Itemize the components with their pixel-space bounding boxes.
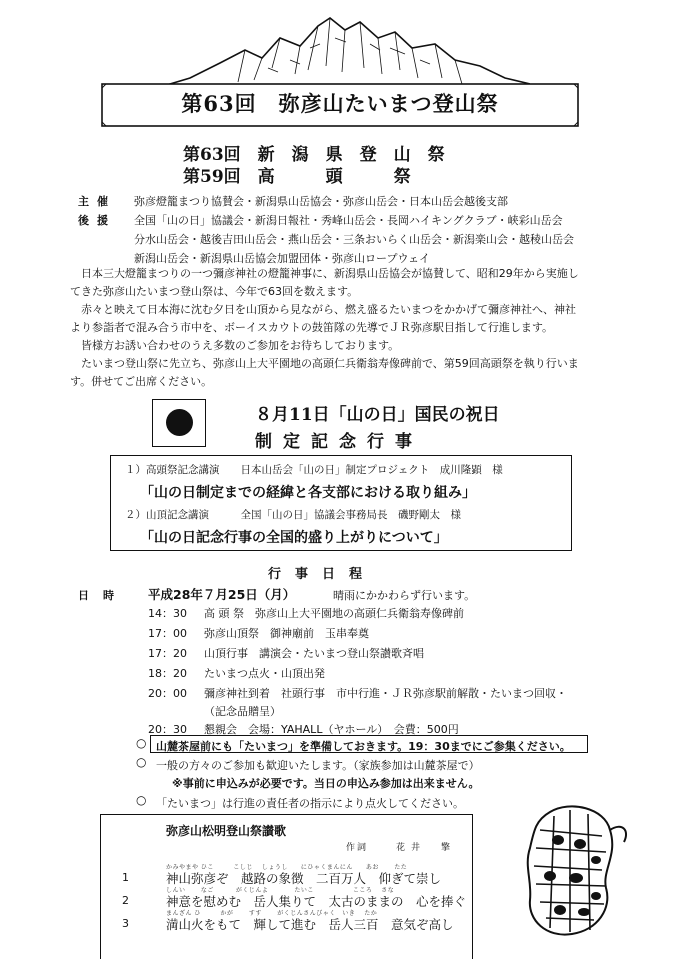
holiday-heading: ８月11日「山の日」国民の祝日 xyxy=(255,405,500,425)
sponsor-label: 主催 xyxy=(78,195,116,208)
song-author: 花井 擎 xyxy=(396,843,457,853)
support-line-3: 新潟山岳会・新潟県山岳協会加盟団体・弥彦山ロープウェイ xyxy=(134,252,431,265)
verse-number: 2 xyxy=(122,894,129,907)
bullet-circle-icon: ○ xyxy=(136,736,147,750)
subtitle-takato-festival: 第59回 高 頭 祭 xyxy=(183,167,411,187)
song-credit-label: 作詞 xyxy=(346,843,369,853)
schedule-item: 懇親会 会場：YAHALL（ヤホール） 会費：500円 xyxy=(204,723,459,736)
verse-ruby: しんい なご がくじんよ たいこ こころ さな xyxy=(166,887,395,894)
verse-line: 満山火をもて 輝して進む 岳人三百 意気ぞ高し xyxy=(166,917,454,932)
event-date: 平成28年７月25日（月） xyxy=(148,587,296,602)
lecture-1-title: 「山の日制定までの経緯と各支部における取り組み」 xyxy=(140,485,476,501)
lecture-2-title: 「山の日記念行事の全国的盛り上がりについて」 xyxy=(140,530,448,546)
schedule-time: 17：00 xyxy=(148,627,187,640)
schedule-item: 彌彦神社到着 社頭行事 市中行進・ＪＲ弥彦駅前解散・たいまつ回収・ xyxy=(204,687,567,700)
date-note: 晴雨にかかわらず行います。 xyxy=(333,589,476,602)
lecture-2-header: ２）山頂記念講演 全国「山の日」協議会事務局長 磯野剛太 様 xyxy=(125,509,461,521)
intro-line: たいまつ登山祭に先立ち、弥彦山上大平園地の高頭仁兵衛翁寿像碑前で、第59回高頭祭を執り行いま xyxy=(81,357,579,370)
support-label: 後援 xyxy=(78,214,116,227)
bullet-circle-icon: ○ xyxy=(136,793,147,807)
note-registration: ※事前に申込みが必要です。当日の申込み参加は出来ません。 xyxy=(172,777,480,790)
page-title: 第63回 弥彦山たいまつ登山祭 xyxy=(181,91,499,116)
intro-line: 日本三大燈籠まつりの一つ彌彦神社の燈籠神事に、新潟県山岳協会が協賛して、昭和29年から実施し xyxy=(81,267,579,280)
schedule-item: 高 頭 祭 弥彦山上大平園地の高頭仁兵衛翁寿像碑前 xyxy=(204,607,464,620)
lecture-1-header: １）高頭祭記念講演 日本山岳会「山の日」制定プロジェクト 成川隆顕 様 xyxy=(125,464,503,476)
verse-line: 神意を慰めむ 岳人集りて 太古のままの 心を捧ぐ xyxy=(166,894,467,909)
schedule-item: 弥彦山頂祭 御神廟前 玉串奉奠 xyxy=(204,627,369,640)
intro-line: 赤々と映えて日本海に沈む夕日を山頂から見ながら、燃え盛るたいまつをかかげて彌彦神社へ、神社 xyxy=(81,303,576,316)
holiday-subheading: 制定記念行事 xyxy=(255,432,423,452)
verse-number: 1 xyxy=(122,871,129,884)
sponsor-text: 弥彦燈籠まつり協賛会・新潟県山岳協会・弥彦山岳会・日本山岳会越後支部 xyxy=(134,195,508,208)
subtitle-niigata-festival: 第63回 新 潟 県 登 山 祭 xyxy=(183,145,445,165)
verse-ruby: かみやまや ひこ こしじ しょうし にひゃくまんにん あお たた xyxy=(166,864,408,871)
verse-number: 3 xyxy=(122,917,129,930)
note-torch-preparation: 山麓茶屋前にも「たいまつ」を準備しておきます。19：30までにご参集ください。 xyxy=(156,740,571,753)
support-line-1: 全国「山の日」協議会・新潟日報社・秀峰山岳会・長岡ハイキングクラブ・峡彩山岳会 xyxy=(134,214,563,227)
straw-sandal-illustration xyxy=(510,800,635,940)
support-line-2: 分水山岳会・越後吉田山岳会・燕山岳会・三条おいらく山岳会・新潟楽山会・越稜山岳会 xyxy=(134,233,574,246)
bullet-circle-icon: ○ xyxy=(136,755,147,769)
schedule-time: 14：30 xyxy=(148,607,187,620)
schedule-time: 20：30 xyxy=(148,723,187,736)
date-label: 日時 xyxy=(78,589,128,602)
schedule-time: 17：20 xyxy=(148,647,187,660)
schedule-time: 18：20 xyxy=(148,667,187,680)
schedule-item: 山頂行事 講演会・たいまつ登山祭讃歌斉唱 xyxy=(204,647,424,660)
schedule-item: （記念品贈呈） xyxy=(204,705,281,718)
schedule-time: 20：00 xyxy=(148,687,187,700)
intro-line: 皆様方お誘い合わせのうえ多数のご参加をお待ちしております。 xyxy=(81,339,400,352)
schedule-item: たいまつ点火・山頂出発 xyxy=(204,667,325,680)
song-title: 弥彦山松明登山祭讃歌 xyxy=(166,824,287,838)
intro-line: より参詣者で混み合う市中を、ボーイスカウトの鼓笛隊の先導でＪＲ弥彦駅目指して行進します。 xyxy=(70,321,554,334)
verse-ruby: まんざん ひ かが すす がくじんさんびゃく いき たか xyxy=(166,910,378,917)
intro-paragraph xyxy=(70,265,630,391)
schedule-title: 行事日程 xyxy=(268,567,377,582)
intro-line: す。併せてご出席ください。 xyxy=(70,375,213,388)
flag-sun-disc xyxy=(166,409,193,436)
note-general-welcome: 一般の方々のご参加も歓迎いたします。（家族参加は山麓茶屋で） xyxy=(156,759,480,772)
verse-line: 神山弥彦ぞ 越路の象徴 二百万人 仰ぎて崇し xyxy=(166,871,442,886)
note-ignition: 「たいまつ」は行進の責任者の指示により点火してください。 xyxy=(156,797,464,810)
intro-line: てきた弥彦山たいまつ登山祭は、今年で63回を数えます。 xyxy=(70,285,359,298)
